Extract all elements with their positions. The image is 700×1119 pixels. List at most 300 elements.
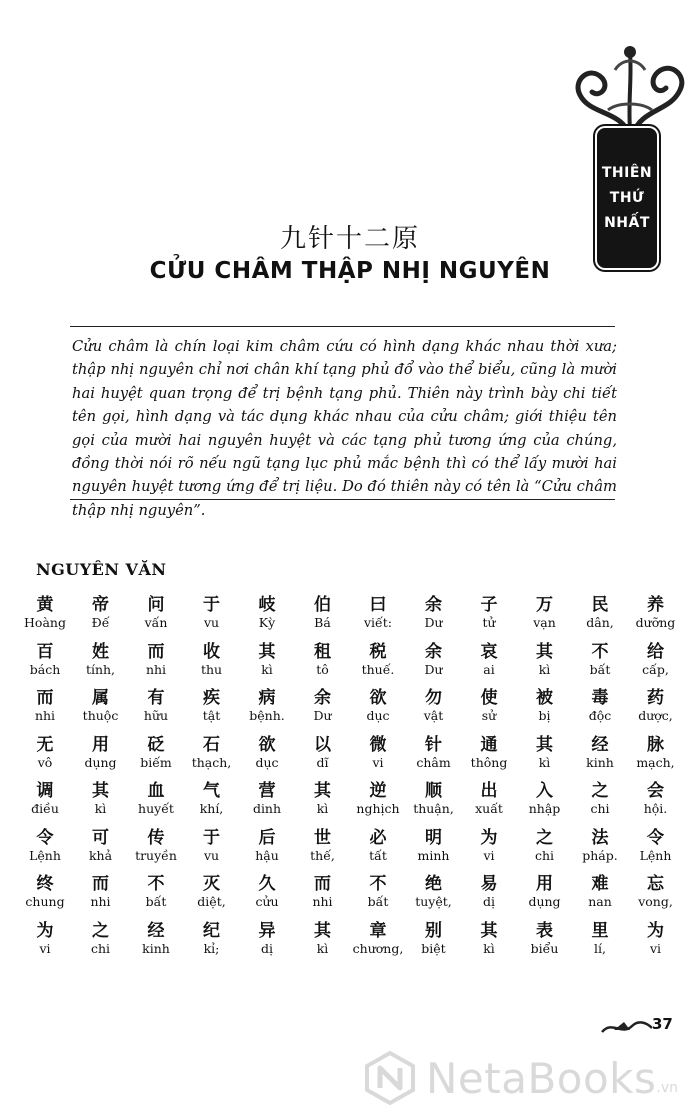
han-viet-reading: vi [372, 754, 384, 770]
chinese-character: 灭 [203, 874, 220, 894]
han-viet-reading: kì [483, 940, 495, 956]
chinese-character: 之 [591, 781, 609, 801]
character-cell [347, 595, 409, 631]
character-cell [70, 781, 132, 817]
character-cell [403, 595, 465, 631]
character-cell [458, 781, 520, 817]
chinese-character: 纪 [203, 920, 220, 941]
chinese-character: 经 [591, 734, 609, 755]
chinese-character: 明 [425, 827, 442, 848]
character-cell [347, 921, 409, 957]
character-cell [292, 642, 354, 678]
character-cell [181, 688, 243, 724]
chinese-character: 姓 [92, 641, 109, 662]
chinese-character: 之 [536, 827, 553, 848]
character-cell [125, 874, 187, 910]
chinese-character: 砭 [147, 734, 165, 755]
chinese-character: 必 [369, 827, 387, 848]
character-cell [292, 874, 354, 910]
han-viet-reading: kì [316, 801, 329, 816]
han-viet-reading: truyền [135, 847, 177, 863]
han-viet-reading: chương, [352, 940, 404, 956]
chinese-character: 针 [425, 734, 442, 755]
chinese-character: 其 [314, 781, 331, 801]
chinese-character: 忘 [647, 874, 664, 894]
han-viet-reading: Lệnh [29, 847, 61, 863]
han-viet-reading: vật [423, 708, 444, 723]
han-viet-reading: nhập [528, 801, 561, 816]
han-viet-reading: bất [145, 894, 167, 909]
character-cell [181, 735, 243, 771]
character-cell [625, 921, 687, 957]
character-cell [514, 735, 576, 771]
han-viet-reading: khí, [199, 801, 224, 816]
han-viet-reading: xuất [475, 801, 503, 816]
character-cell [458, 595, 520, 631]
chinese-character: 于 [203, 595, 220, 615]
character-cell [125, 595, 187, 631]
han-viet-reading: kinh [586, 754, 614, 770]
han-viet-reading: vong, [638, 894, 673, 909]
character-cell [403, 781, 465, 817]
character-cell [236, 688, 298, 724]
character-cell [14, 688, 76, 724]
chinese-character: 入 [536, 781, 553, 801]
han-viet-reading: Dư [313, 708, 332, 723]
han-viet-reading: sử [481, 708, 497, 723]
character-cell [181, 781, 243, 817]
character-cell [347, 688, 409, 724]
han-viet-reading: độc [588, 708, 612, 723]
chinese-character: 黄 [36, 595, 54, 615]
character-cell [236, 921, 298, 957]
han-viet-reading: cấp, [642, 661, 669, 677]
page-number-flourish-icon [600, 1012, 655, 1038]
chinese-character: 而 [314, 874, 331, 894]
character-cell [403, 735, 465, 771]
character-cell [458, 828, 520, 864]
character-cell [125, 642, 187, 678]
han-viet-reading: lí, [594, 940, 606, 956]
character-cell [181, 828, 243, 864]
han-viet-reading: nghịch [356, 801, 400, 816]
chinese-character: 有 [147, 688, 165, 708]
chinese-character: 余 [425, 641, 442, 662]
chinese-character: 世 [314, 827, 331, 848]
han-viet-reading: nhi [145, 661, 167, 677]
character-cell [236, 874, 298, 910]
chinese-character: 别 [425, 920, 442, 941]
chinese-character: 余 [425, 595, 442, 615]
han-viet-reading: viết: [364, 615, 392, 630]
character-cell [458, 642, 520, 678]
chinese-character: 不 [147, 874, 165, 894]
han-viet-reading: hội. [643, 801, 668, 816]
chinese-character: 伯 [314, 595, 331, 615]
character-cell [125, 735, 187, 771]
chapter-tab-line-3: NHẤT [604, 214, 650, 231]
chinese-character: 问 [147, 595, 165, 615]
chinese-character: 久 [258, 874, 276, 894]
han-viet-reading: châm [416, 754, 451, 770]
han-viet-reading: chi [590, 801, 610, 816]
chinese-character: 会 [647, 781, 664, 801]
chinese-character: 不 [591, 641, 609, 662]
han-viet-reading: tuyệt, [415, 894, 452, 909]
character-cell [236, 781, 298, 817]
han-viet-reading: Đế [91, 615, 110, 630]
character-cell [347, 735, 409, 771]
han-viet-reading: vu [203, 615, 220, 630]
character-cell [70, 595, 132, 631]
han-viet-reading: nan [588, 894, 612, 909]
character-cell [514, 688, 576, 724]
han-viet-reading: kì [261, 661, 273, 677]
chinese-character: 而 [92, 874, 109, 894]
han-viet-reading: vô [37, 754, 53, 770]
chinese-character: 而 [147, 641, 165, 662]
ornament-flourish-icon [560, 40, 700, 140]
character-cell [292, 828, 354, 864]
chinese-character: 出 [480, 781, 498, 801]
han-viet-reading: dinh [252, 801, 282, 816]
chinese-character: 属 [92, 688, 109, 708]
character-cell [347, 874, 409, 910]
character-cell [458, 921, 520, 957]
chinese-character: 哀 [480, 641, 498, 662]
han-viet-reading: chung [25, 894, 65, 909]
chinese-character: 调 [36, 781, 54, 801]
han-viet-reading: thạch, [191, 754, 232, 770]
text-row [0, 781, 700, 827]
han-viet-reading: tô [316, 661, 329, 677]
character-cell [458, 874, 520, 910]
text-row [0, 735, 700, 781]
character-cell [569, 688, 631, 724]
character-cell [625, 595, 687, 631]
character-cell [292, 688, 354, 724]
han-viet-reading: chi [90, 940, 111, 956]
han-viet-reading: tất [369, 847, 387, 863]
chinese-character: 曰 [369, 595, 387, 615]
han-viet-reading: kinh [142, 940, 170, 956]
intro-bottom-rule [70, 499, 615, 500]
chinese-character: 气 [203, 781, 220, 801]
character-cell [403, 642, 465, 678]
chinese-character: 法 [591, 827, 609, 848]
chinese-character: 之 [92, 920, 109, 941]
chinese-character: 微 [369, 734, 387, 755]
han-viet-reading: Bá [314, 615, 331, 630]
chinese-character: 经 [147, 920, 165, 941]
han-viet-reading: vi [39, 940, 51, 956]
character-cell [125, 921, 187, 957]
character-cell [625, 642, 687, 678]
han-viet-reading: bất [589, 661, 611, 677]
han-viet-reading: nhi [34, 708, 56, 723]
han-viet-reading: hậu [255, 847, 279, 863]
chinese-character: 帝 [92, 595, 109, 615]
watermark-tld: .vn [656, 1080, 678, 1096]
chinese-character: 租 [314, 641, 331, 662]
character-cell [14, 921, 76, 957]
han-viet-reading: vi [483, 847, 495, 863]
han-viet-reading: dục [366, 708, 390, 723]
han-viet-reading: thu [200, 661, 223, 677]
han-viet-reading: cửu [255, 894, 279, 909]
han-viet-reading: bị [538, 708, 551, 723]
chinese-character: 其 [258, 641, 276, 662]
chinese-character: 通 [480, 734, 498, 755]
chinese-character: 药 [647, 688, 664, 708]
text-row [0, 921, 700, 967]
page-number: 37 [652, 1015, 673, 1033]
chinese-character: 为 [480, 827, 498, 848]
character-cell [14, 642, 76, 678]
chinese-character: 易 [480, 874, 498, 894]
character-cell [514, 828, 576, 864]
character-cell [70, 828, 132, 864]
chinese-character: 异 [258, 920, 276, 941]
han-viet-reading: huyết [138, 801, 174, 816]
character-cell [181, 921, 243, 957]
chinese-character: 血 [147, 781, 165, 801]
chinese-character: 给 [647, 641, 664, 662]
chapter-title-chinese: 九针十二原 [279, 224, 420, 254]
han-viet-reading: biệt [421, 940, 446, 956]
character-cell [70, 642, 132, 678]
han-viet-reading: thuộc [82, 708, 119, 723]
chinese-character: 以 [314, 734, 331, 755]
intro-top-rule [70, 326, 615, 327]
chinese-character: 用 [92, 734, 109, 755]
han-viet-reading: thông [470, 754, 508, 770]
chinese-character: 无 [36, 734, 54, 755]
han-viet-reading: dược, [638, 708, 673, 723]
han-viet-reading: vạn [533, 615, 556, 630]
text-row [0, 595, 700, 641]
han-viet-reading: kì [94, 801, 107, 816]
character-cell [14, 735, 76, 771]
character-cell [236, 595, 298, 631]
character-cell [181, 642, 243, 678]
chinese-character: 绝 [425, 874, 442, 894]
han-viet-reading: kì [538, 661, 551, 677]
chinese-character: 养 [647, 595, 664, 615]
chinese-character: 万 [536, 595, 553, 615]
character-cell [569, 735, 631, 771]
character-cell [236, 828, 298, 864]
chinese-character: 欲 [258, 734, 276, 755]
chinese-character: 令 [36, 827, 54, 848]
character-cell [569, 642, 631, 678]
character-cell [569, 921, 631, 957]
chinese-character: 为 [647, 920, 664, 941]
character-cell [569, 781, 631, 817]
han-viet-reading: biếm [140, 754, 172, 770]
text-row [0, 688, 700, 734]
han-viet-reading: bệnh. [249, 708, 285, 723]
character-cell [625, 688, 687, 724]
character-cell [403, 688, 465, 724]
chinese-character: 病 [258, 688, 276, 708]
chinese-character: 收 [203, 641, 220, 662]
han-viet-reading: Dư [424, 615, 443, 630]
character-cell [14, 874, 76, 910]
chinese-character: 令 [647, 827, 664, 848]
intro-paragraph: Cửu châm là chín loại kim châm cứu có hình dạng khác nhau thời xưa; thập nhị nguyên chỉ nơi chân khí tạng phủ đổ vào thể biểu, cũng là mười hai huyệt quan trọng để trị bệnh tạng phủ. Thiên này trình bày chi tiết tên gọi, hình dạng và tác dụng khác nhau của cửu châm; giới thiệu tên gọi của mười hai nguyên huyệt và các tạng phủ tương ứng của chúng, đồng thời nói rõ nếu ngũ tạng lục phủ mắc bệnh thì có thể lấy mười hai nguyên huyệt tương ứng để trị liệu. Do đó thiên này có tên là “Cửu châm thập nhị nguyên”. [72, 338, 617, 519]
chinese-character: 里 [591, 920, 609, 941]
han-viet-reading: điều [31, 801, 59, 816]
chinese-character: 民 [591, 595, 609, 615]
chinese-character: 用 [536, 874, 553, 894]
character-cell [70, 921, 132, 957]
han-viet-reading: thuận, [413, 801, 454, 816]
chinese-character: 可 [92, 827, 109, 848]
han-viet-reading: dụng [84, 754, 117, 770]
chinese-character: 脉 [647, 734, 664, 755]
chapter-tab-line-1: THIÊN [601, 164, 653, 181]
han-viet-reading: dưỡng [635, 615, 676, 630]
chinese-character: 其 [314, 920, 331, 941]
character-cell [625, 735, 687, 771]
han-viet-reading: khả [88, 847, 113, 863]
chinese-character: 税 [369, 641, 387, 662]
character-cell [514, 781, 576, 817]
han-viet-reading: dĩ [316, 754, 329, 770]
han-viet-reading: Lệnh [639, 847, 672, 863]
character-cell [347, 828, 409, 864]
chinese-character: 营 [258, 781, 276, 801]
chinese-character: 百 [36, 641, 54, 662]
han-viet-reading: biểu [530, 940, 559, 956]
character-cell [514, 595, 576, 631]
character-cell [292, 735, 354, 771]
character-cell [70, 735, 132, 771]
han-viet-reading: chi [534, 847, 555, 863]
chinese-character: 使 [480, 688, 498, 708]
text-row [0, 828, 700, 874]
character-cell [292, 921, 354, 957]
han-viet-reading: dân, [586, 615, 614, 630]
han-viet-reading: tật [202, 708, 221, 723]
han-viet-reading: tính, [85, 661, 116, 677]
chinese-character: 后 [258, 827, 276, 848]
han-viet-reading: dục [255, 754, 279, 770]
chinese-character: 余 [314, 688, 331, 708]
han-viet-reading: bách [29, 661, 61, 677]
chinese-character: 顺 [425, 781, 442, 801]
watermark-logo-icon [362, 1050, 418, 1106]
han-viet-reading: minh [417, 847, 450, 863]
character-cell [292, 595, 354, 631]
character-cell [347, 781, 409, 817]
section-heading: NGUYÊN VĂN [36, 560, 167, 579]
han-viet-reading: diệt, [197, 894, 226, 909]
han-viet-reading: Hoàng [24, 615, 66, 630]
chinese-character: 逆 [369, 781, 387, 801]
character-cell [403, 874, 465, 910]
chinese-character: 毒 [591, 688, 609, 708]
han-viet-reading: dụng [528, 894, 561, 909]
han-viet-reading: vấn [144, 615, 168, 630]
character-cell [292, 781, 354, 817]
character-cell [403, 828, 465, 864]
character-cell [236, 642, 298, 678]
chinese-character: 其 [536, 734, 553, 755]
character-cell [514, 921, 576, 957]
character-cell [403, 921, 465, 957]
chinese-character: 其 [536, 641, 553, 662]
han-viet-reading: thuế. [361, 661, 395, 677]
chinese-character: 为 [36, 920, 54, 941]
chinese-character: 于 [203, 827, 220, 848]
character-cell [70, 688, 132, 724]
character-cell [514, 642, 576, 678]
character-cell [14, 595, 76, 631]
han-viet-reading: ai [483, 661, 495, 677]
chinese-character: 欲 [369, 688, 387, 708]
han-viet-reading: dị [483, 894, 495, 909]
chinese-character: 疾 [203, 688, 220, 708]
han-viet-reading: kỉ; [203, 940, 220, 956]
han-viet-reading: Dư [424, 661, 443, 677]
character-cell [181, 874, 243, 910]
character-cell [14, 781, 76, 817]
chinese-character: 勿 [425, 688, 442, 708]
han-viet-reading: nhi [90, 894, 111, 909]
han-viet-reading: Kỳ [258, 615, 276, 630]
character-cell [569, 874, 631, 910]
chinese-character: 不 [369, 874, 387, 894]
chinese-character: 传 [147, 827, 165, 848]
han-viet-reading: tử [482, 615, 496, 630]
han-viet-reading: thế, [310, 847, 335, 863]
chinese-character: 其 [92, 781, 109, 801]
character-cell [181, 595, 243, 631]
chinese-character: 表 [536, 920, 553, 941]
han-viet-reading: vu [203, 847, 220, 863]
chapter-title-vietnamese: CỬU CHÂM THẬP NHỊ NGUYÊN [149, 258, 551, 284]
chinese-character: 石 [203, 734, 220, 755]
han-viet-reading: nhi [312, 894, 333, 909]
text-row [0, 874, 700, 920]
character-cell [14, 828, 76, 864]
character-cell [458, 735, 520, 771]
chinese-character: 子 [480, 595, 498, 615]
chinese-character: 被 [536, 688, 553, 708]
watermark-brand: NetaBooks [426, 1053, 657, 1103]
character-cell [347, 642, 409, 678]
han-viet-reading: dị [261, 940, 273, 956]
chinese-character: 难 [591, 874, 609, 894]
han-viet-reading: kì [316, 940, 329, 956]
chinese-character: 其 [480, 920, 498, 941]
character-cell [625, 874, 687, 910]
han-viet-reading: pháp. [582, 847, 618, 863]
watermark [362, 1048, 692, 1108]
han-viet-reading: mạch, [636, 754, 675, 770]
character-cell [569, 595, 631, 631]
chapter-tab-line-2: THỨ [609, 189, 645, 206]
han-viet-reading: vi [649, 940, 662, 956]
character-cell [569, 828, 631, 864]
character-cell [70, 874, 132, 910]
han-viet-reading: hữu [143, 708, 169, 723]
han-viet-reading: kì [538, 754, 551, 770]
han-viet-reading: bất [367, 894, 389, 909]
character-cell [125, 781, 187, 817]
